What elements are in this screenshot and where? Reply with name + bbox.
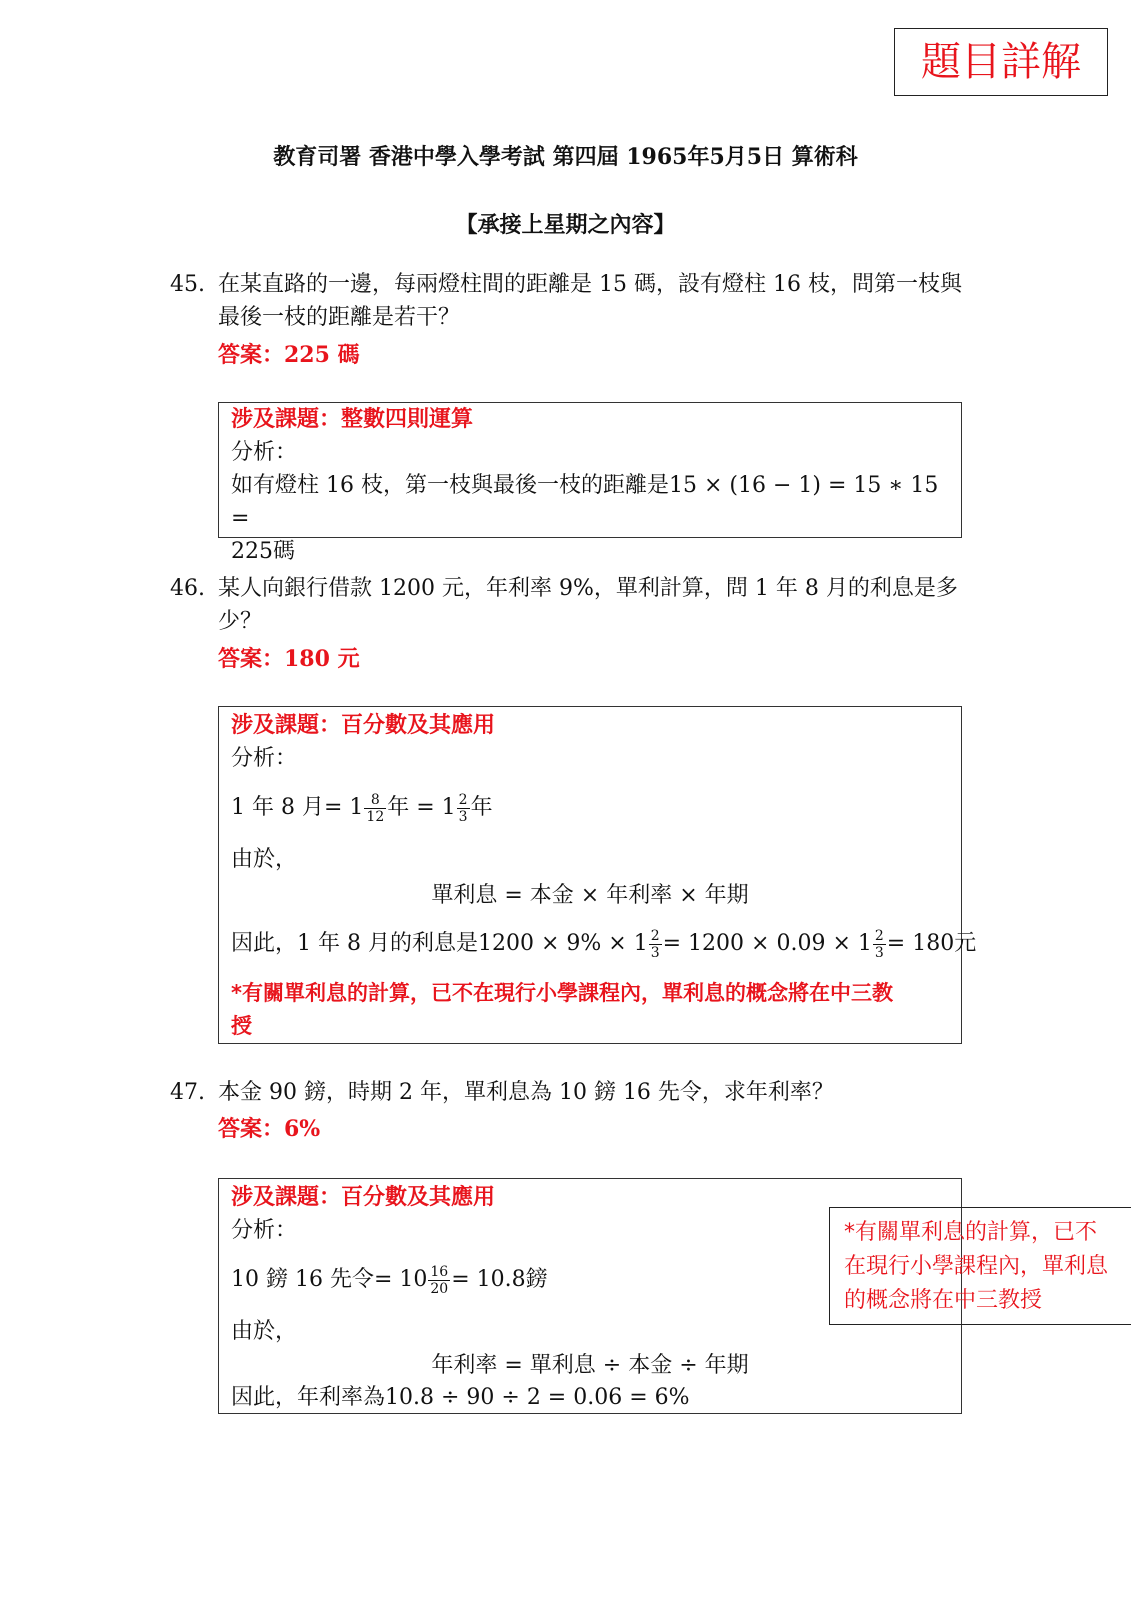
curriculum-note: *有關單利息的計算，已不在現行小學課程內，單利息的概念將在中三教 bbox=[231, 981, 893, 1005]
fraction: $\frac{16}{20}$ bbox=[430, 1263, 449, 1297]
equation-text: 1 年 8 月= 1 bbox=[231, 795, 364, 820]
equation-text: = 180元 bbox=[886, 931, 977, 956]
question-text: 在某直路的一邊，每兩燈柱間的距離是 15 碼，設有燈柱 16 枝，問第一枝與最後一枝的距離是若干？ bbox=[218, 272, 962, 330]
analysis-label: 分析： bbox=[231, 1218, 298, 1243]
answer-46: 答案：180 元 bbox=[218, 646, 360, 672]
formula: 單利息 = 本金 × 年利率 × 年期 bbox=[431, 883, 749, 908]
page-subtitle: 【承接上星期之內容】 bbox=[455, 212, 676, 238]
result-line: 因此，年利率為10.8 ÷ 90 ÷ 2 = 0.06 = 6% bbox=[231, 1385, 690, 1410]
question-text: 本金 90 鎊，時期 2 年，單利息為 10 鎊 16 先令，求年利率？ bbox=[218, 1080, 834, 1105]
equation-conversion bbox=[231, 1263, 548, 1297]
topic-label: 涉及課題：百分數及其應用 bbox=[231, 713, 496, 738]
question-number: 45. bbox=[170, 272, 205, 297]
topic-label: 涉及課題：百分數及其應用 bbox=[231, 1185, 496, 1210]
question-45 bbox=[170, 268, 970, 334]
answer-47: 答案：6% bbox=[218, 1116, 321, 1142]
curriculum-note: 授 bbox=[231, 1014, 252, 1038]
topic-label: 涉及課題：整數四則運算 bbox=[231, 407, 474, 432]
equation-text: = 1200 × 0.09 × 1 bbox=[662, 931, 872, 956]
analysis-label: 分析： bbox=[231, 440, 298, 465]
equation-text: = 10.8鎊 bbox=[451, 1267, 548, 1292]
question-number: 47. bbox=[170, 1080, 205, 1105]
equation-text: 10 鎊 16 先令= 10 bbox=[231, 1267, 428, 1292]
note-line: 在現行小學課程內，單利息 bbox=[844, 1254, 1109, 1279]
fraction: $\frac{8}{12}$ bbox=[366, 791, 385, 825]
analysis-line: 225碼 bbox=[231, 539, 295, 564]
page-title: 教育司署 香港中學入學考試 第四屆 1965年5月5日 算術科 bbox=[273, 144, 858, 170]
note-line: 的概念將在中三教授 bbox=[844, 1288, 1043, 1313]
equation-interest bbox=[231, 927, 976, 961]
fraction: $\frac{2}{3}$ bbox=[874, 927, 884, 961]
detailed-solution-badge: 題目詳解 bbox=[894, 28, 1108, 96]
equation-text: 年 = 1 bbox=[387, 795, 456, 820]
analysis-line: 如有燈柱 16 枝，第一枝與最後一枝的距離是15 × (16 − 1) = 15 ∗ 15 = bbox=[231, 473, 939, 531]
answer-45: 答案：225 碼 bbox=[218, 342, 360, 368]
equation-text: 因此，1 年 8 月的利息是1200 × 9% × 1 bbox=[231, 931, 648, 956]
question-47 bbox=[170, 1076, 970, 1109]
fraction: $\frac{2}{3}$ bbox=[458, 791, 468, 825]
since-label: 由於， bbox=[231, 1319, 298, 1344]
note-line: *有關單利息的計算，已不 bbox=[844, 1220, 1098, 1245]
analysis-box-45 bbox=[218, 402, 962, 564]
curriculum-note-box bbox=[829, 1207, 1131, 1325]
analysis-box-46 bbox=[218, 706, 977, 1044]
equation-duration bbox=[231, 791, 493, 825]
formula: 年利率 = 單利息 ÷ 本金 ÷ 年期 bbox=[431, 1353, 749, 1378]
analysis-box-47 bbox=[218, 1178, 1109, 1414]
equation-text: 年 bbox=[470, 795, 493, 820]
since-label: 由於， bbox=[231, 847, 298, 872]
question-number: 46. bbox=[170, 576, 205, 601]
fraction: $\frac{2}{3}$ bbox=[650, 927, 660, 961]
question-text: 某人向銀行借款 1200 元，年利率 9%，單利計算，問 1 年 8 月的利息是多少？ bbox=[218, 576, 958, 634]
analysis-label: 分析： bbox=[231, 746, 298, 771]
question-46 bbox=[170, 572, 970, 638]
